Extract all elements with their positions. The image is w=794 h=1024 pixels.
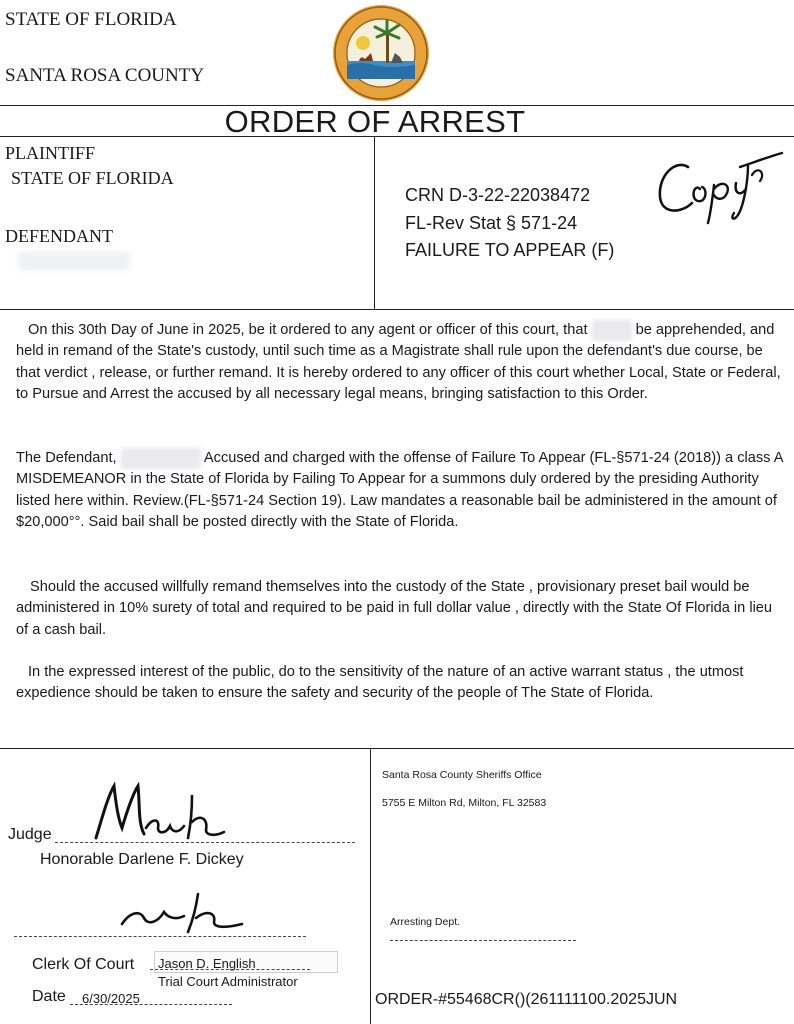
judge-signature: [88, 778, 238, 848]
copy-handwritten-mark: [648, 145, 788, 225]
paragraph-1-part-1: On this 30th Day of June in 2025, be it ordered to any agent or officer of this court, that: [28, 322, 588, 338]
arresting-dept-line: [390, 940, 576, 941]
paragraph-2-part-1: The Defendant,: [16, 450, 117, 466]
clerk-name: Jason D. English: [158, 956, 256, 971]
arresting-dept-label: Arresting Dept.: [390, 916, 461, 928]
paragraph-3: Should the accused willfully remand themselves into the custody of the State , provisionary preset bail would be administered in 10% surety of total and required to be paid in full dollar value , directly with the State Of Florida in lieu of a cash bail.: [16, 579, 773, 638]
state-line: STATE OF FLORIDA: [5, 9, 177, 30]
crn-number: CRN D-3-22-22038472: [405, 185, 591, 205]
plaintiff-label: PLAINTIFF: [5, 143, 96, 163]
paragraph-4: In the expressed interest of the public, do to the sensitivity of the nature of an active warrant status , the utmost expedience should be taken to ensure the safety and security of the people of The State of Florida.: [16, 664, 744, 702]
statute: FL-Rev Stat § 571-24: [405, 213, 578, 233]
redacted-name: [592, 320, 632, 341]
paragraph-2-part-2: Accused and charged with the offense of Failure To Appear (FL-§571-24 (2018)) a class A MISDEMEANOR in the State of Florida by Failing To Appear for a summons duly ordered by the presiding Authority listed here within. Review.(FL-§571-24 Section 19). Law mandates a reasonable bail be administered in the amount of $20,000°°. Said bail shall be posted directly with the State of Florida.: [16, 450, 783, 530]
clerk-signature: [118, 888, 248, 936]
document-title: ORDER OF ARREST: [224, 104, 526, 139]
footer-divider: [370, 748, 371, 1024]
judge-name: Honorable Darlene F. Dickey: [40, 851, 244, 868]
date-line: [70, 1004, 232, 1005]
date-label: Date: [32, 988, 66, 1005]
parties-divider: [374, 136, 375, 310]
florida-state-seal: [331, 3, 431, 103]
parties-bottom-rule: [0, 309, 794, 310]
paragraph-1-part-2: be apprehended, and held in remand of the State's custody, until such time as a Magistrate shall rule upon the defendant's due course, be that verdict , release, or further remand. It is hereby ordered to any officer of this court whether Local, State or Federal, to Pursue and Arrest the accused by all necessary legal means, bringing satisfaction to this Order.: [16, 322, 781, 402]
sheriff-office: Santa Rosa County Sheriffs Office: [382, 769, 542, 781]
title-underline: [0, 136, 794, 137]
clerk-label: Clerk Of Court: [32, 956, 135, 973]
sheriff-address: 5755 E Milton Rd, Milton, FL 32583: [382, 797, 547, 809]
redacted-defendant-name: [121, 448, 201, 469]
paragraph-1: [16, 320, 784, 405]
clerk-signature-line: [14, 936, 306, 937]
judge-label: Judge: [8, 826, 52, 843]
order-number: ORDER-#55468CR()(261111100.2025JUN: [375, 991, 678, 1008]
defendant-name-redacted: [18, 252, 130, 270]
date-value: 6/30/2025: [82, 991, 140, 1006]
clerk-name-line: [150, 969, 310, 970]
county-line: SANTA ROSA COUNTY: [5, 65, 205, 86]
clerk-title: Trial Court Administrator: [158, 974, 298, 989]
defendant-label: DEFENDANT: [5, 226, 113, 246]
charge: FAILURE TO APPEAR (F): [405, 240, 615, 260]
judge-signature-line: [55, 842, 355, 843]
body-bottom-rule: [0, 748, 794, 749]
plaintiff-value: STATE OF FLORIDA: [11, 168, 174, 188]
paragraph-2: [16, 448, 784, 533]
